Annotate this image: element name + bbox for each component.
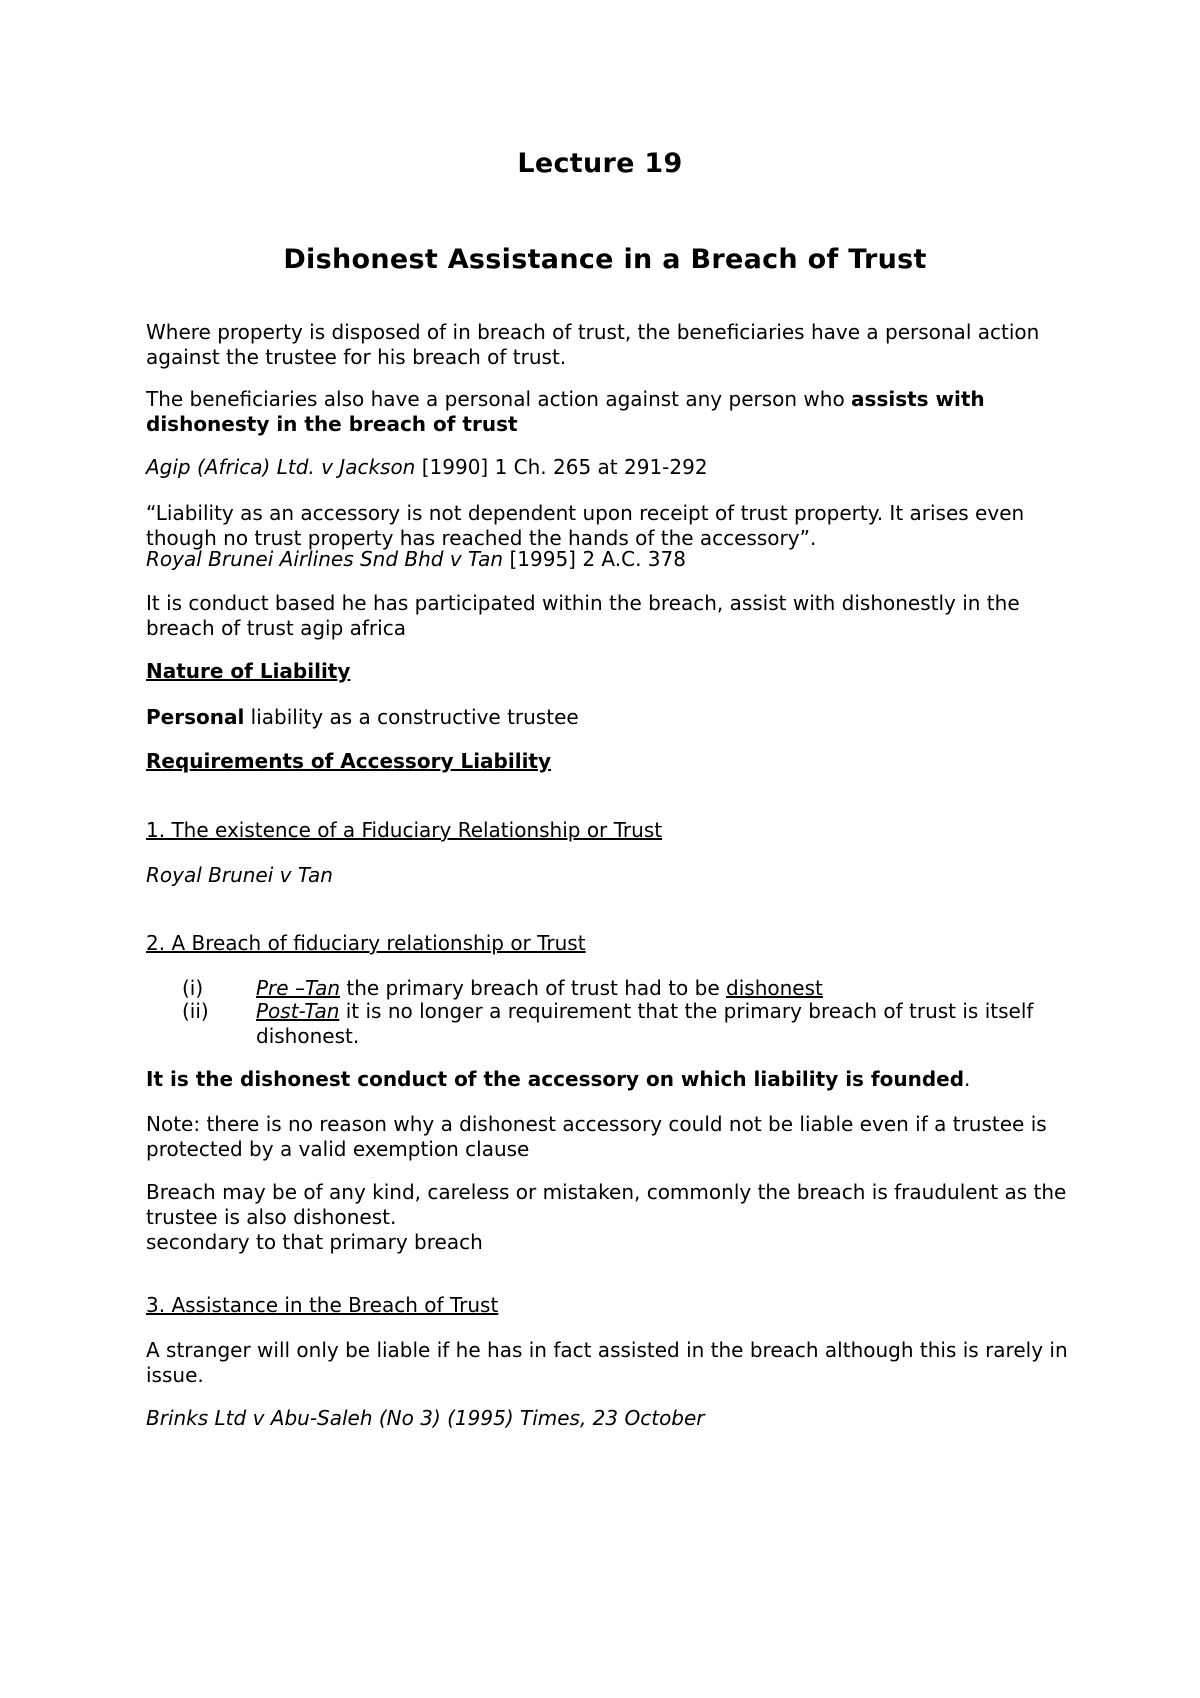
personal-liability [146,705,1076,730]
pre-tan-text: the primary breach of trust had to be [340,976,727,1000]
list-text [256,999,1076,1049]
founded-statement [146,1067,1076,1092]
beneficiaries-text: The beneficiaries also have a personal action against any person who [146,387,852,411]
breach-paragraph [146,1180,1076,1255]
pre-tan-label: Pre –Tan [256,976,340,1000]
note-paragraph: Note: there is no reason why a dishonest accessory could not be liable even if a trustee is protected by a valid exemption clause [146,1112,1047,1161]
case-royal-brunei [146,547,1076,572]
case-royal-brunei-citation: [1995] 2 A.C. 378 [503,547,686,571]
req1-case [146,863,1076,888]
beneficiaries-emphasis: assists with dishonesty in the breach of trust [146,387,985,436]
req1-case-name: Royal Brunei v Tan [146,863,333,887]
personal-rest: liability as a constructive trustee [244,705,579,729]
req1-heading [146,818,1076,843]
list-item [182,999,1082,1049]
req2-heading-text: 2. A Breach of fiduciary relationship or Trust [146,931,586,955]
accessory-quote: “Liability as an accessory is not dependent upon receipt of trust property. It arises even though no trust property has reached the hands of the accessory”. [146,501,1025,550]
case-agip [146,455,1076,480]
founded-bold: It is the dishonest conduct of the accessory on which liability is founded [146,1067,965,1091]
case-agip-citation: [1990] 1 Ch. 265 at 291-292 [415,455,708,479]
page-title: Lecture 19 [517,148,683,179]
req3-case-name: Brinks Ltd v Abu-Saleh (No 3) (1995) Times, 23 October [146,1406,705,1430]
pre-tan-underlined: dishonest [726,976,823,1000]
list-marker: (i) [182,976,204,1000]
req3-heading [146,1293,1076,1318]
list-item [182,976,1082,1001]
founded-end: . [964,1067,971,1091]
req2-heading [146,931,1076,956]
list-marker: (ii) [182,999,209,1023]
personal-bold: Personal [146,705,245,729]
post-tan-text: it is no longer a requirement that the primary breach of trust is itself dishonest. [256,999,1034,1048]
post-tan-label: Post-Tan [256,999,340,1023]
intro-paragraph: Where property is disposed of in breach of trust, the beneficiaries have a personal action against the trustee for his breach of trust. [146,320,1040,369]
page-subtitle: Dishonest Assistance in a Breach of Trust [283,244,927,275]
heading-requirements-text: Requirements of Accessory Liability [146,749,552,773]
list-text [256,976,1076,1001]
case-agip-name: Agip (Africa) Ltd. v Jackson [146,455,416,479]
req3-heading-text: 3. Assistance in the Breach of Trust [146,1293,499,1317]
heading-nature-text: Nature of Liability [146,659,351,683]
heading-nature-of-liability [146,659,1076,684]
beneficiaries-paragraph [146,387,1076,437]
breach-line-1: Breach may be of any kind, careless or mistaken, commonly the breach is fraudulent as the trustee is also dishonest. [146,1180,1067,1229]
case-royal-brunei-name: Royal Brunei Airlines Snd Bhd v Tan [146,547,504,571]
breach-line-2: secondary to that primary breach [146,1230,483,1254]
req3-case [146,1406,1076,1431]
req1-heading-text: 1. The existence of a Fiduciary Relationship or Trust [146,818,663,842]
conduct-paragraph: It is conduct based he has participated within the breach, assist with dishonestly in the breach of trust agip africa [146,591,1020,640]
req3-paragraph: A stranger will only be liable if he has in fact assisted in the breach although this is rarely in issue. [146,1338,1068,1387]
heading-requirements [146,749,1076,774]
